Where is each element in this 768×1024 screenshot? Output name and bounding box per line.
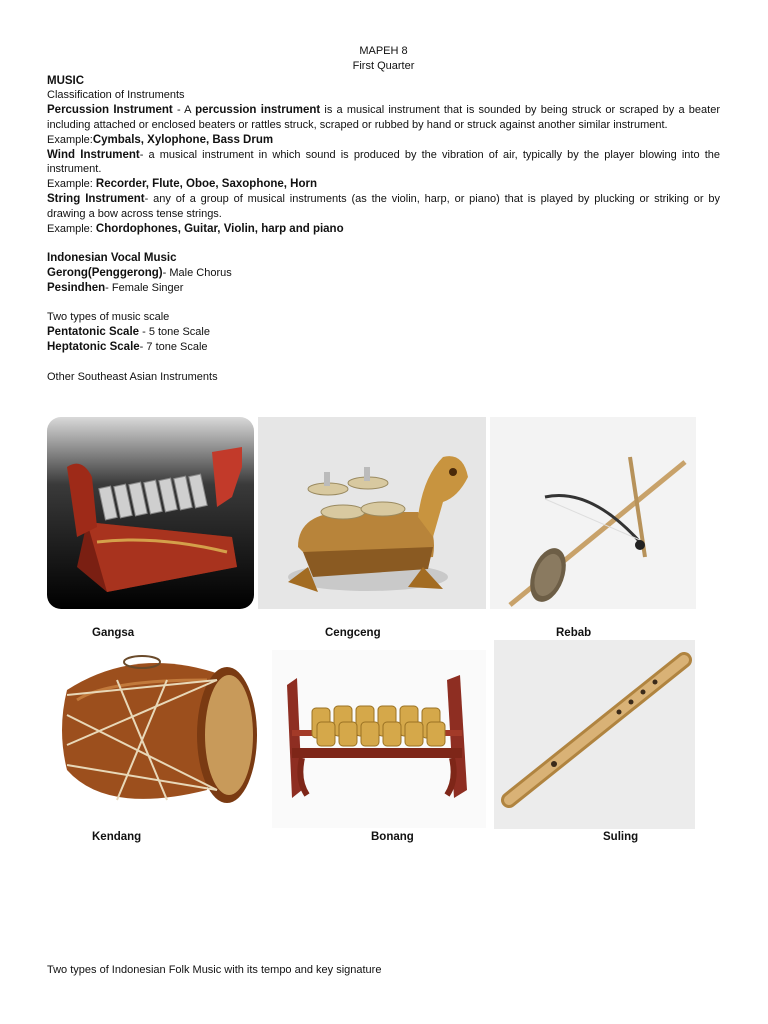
gangsa-illustration [47, 417, 254, 609]
cengceng-illustration [258, 417, 486, 609]
scale-term: Heptatonic Scale [47, 340, 140, 353]
vocal-item [47, 266, 720, 281]
gangsa-image [47, 417, 254, 609]
scale-heading: Two types of music scale [47, 311, 170, 324]
example-value: Cymbals, Xylophone, Bass Drum [92, 133, 274, 146]
percussion-term: Percussion Instrument [47, 104, 173, 117]
scale-item [47, 340, 720, 355]
document-body [47, 44, 720, 384]
kendang-illustration [47, 640, 262, 820]
instrument-caption-cengceng: Cengceng [325, 627, 381, 639]
percussion-paragraph [47, 103, 720, 133]
string-paragraph [47, 192, 720, 222]
quarter-label: First Quarter [352, 59, 415, 72]
page-title: MAPEH 8 [359, 45, 408, 57]
scale-item [47, 325, 720, 340]
suling-illustration [494, 640, 695, 829]
percussion-example [47, 133, 720, 148]
classification-title: Classification of Instruments [47, 89, 185, 102]
example-value: Recorder, Flute, Oboe, Saxophone, Horn [95, 178, 318, 191]
percussion-sep: - A [172, 104, 196, 117]
rebab-image [490, 417, 696, 609]
string-definition: - any of a group of musical instruments (as the violin, harp, or piano) that is played by plucking or striking or by drawing a bow across tense strings. [47, 192, 720, 220]
suling-image [494, 640, 695, 829]
instrument-caption-rebab: Rebab [556, 627, 592, 639]
example-label: Example: [47, 222, 96, 235]
example-label: Example: [47, 178, 96, 191]
wind-example [47, 177, 720, 192]
percussion-definition: is a musical instrument that is sounded by being struck or scraped by a beater including attached or enclosed beaters or rattles struck, scraped or rubbed by hand or struck against another similar instrument. [47, 104, 720, 131]
instrument-caption-kendang: Kendang [92, 831, 142, 843]
cengceng-image [258, 417, 486, 609]
example-label: Example: [47, 133, 93, 146]
wind-paragraph [47, 148, 720, 178]
instrument-caption-bonang: Bonang [371, 831, 414, 843]
string-term: String Instrument [47, 192, 145, 205]
wind-definition: - a musical instrument in which sound is produced by the vibration of air, typically by the player blowing into the instrument. [47, 148, 720, 176]
wind-term: Wind Instrument [47, 148, 140, 161]
folk-music-heading: Two types of Indonesian Folk Music with its tempo and key signature [47, 964, 382, 976]
vocal-item [47, 281, 720, 296]
vocal-term: Pesindhen [47, 281, 106, 294]
vocal-term: Gerong(Penggerong) [47, 266, 163, 279]
vocal-desc: - Male Chorus [162, 266, 232, 279]
kendang-image [47, 640, 262, 820]
example-value: Chordophones, Guitar, Violin, harp and piano [95, 222, 344, 235]
other-instruments-heading: Other Southeast Asian Instruments [47, 370, 218, 383]
bonang-image [272, 650, 486, 828]
string-example [47, 222, 720, 237]
bonang-illustration [272, 650, 486, 828]
scale-term: Pentatonic Scale [47, 326, 140, 339]
vocal-heading: Indonesian Vocal Music [47, 252, 177, 265]
percussion-term-inline: percussion instrument [195, 104, 321, 117]
vocal-desc: - Female Singer [105, 281, 184, 294]
section-heading-music: MUSIC [47, 74, 85, 87]
instrument-caption-suling: Suling [603, 831, 639, 843]
scale-desc: - 7 tone Scale [139, 340, 208, 353]
scale-desc: - 5 tone Scale [139, 326, 210, 339]
rebab-illustration [490, 417, 696, 609]
instrument-caption-gangsa: Gangsa [92, 627, 135, 639]
